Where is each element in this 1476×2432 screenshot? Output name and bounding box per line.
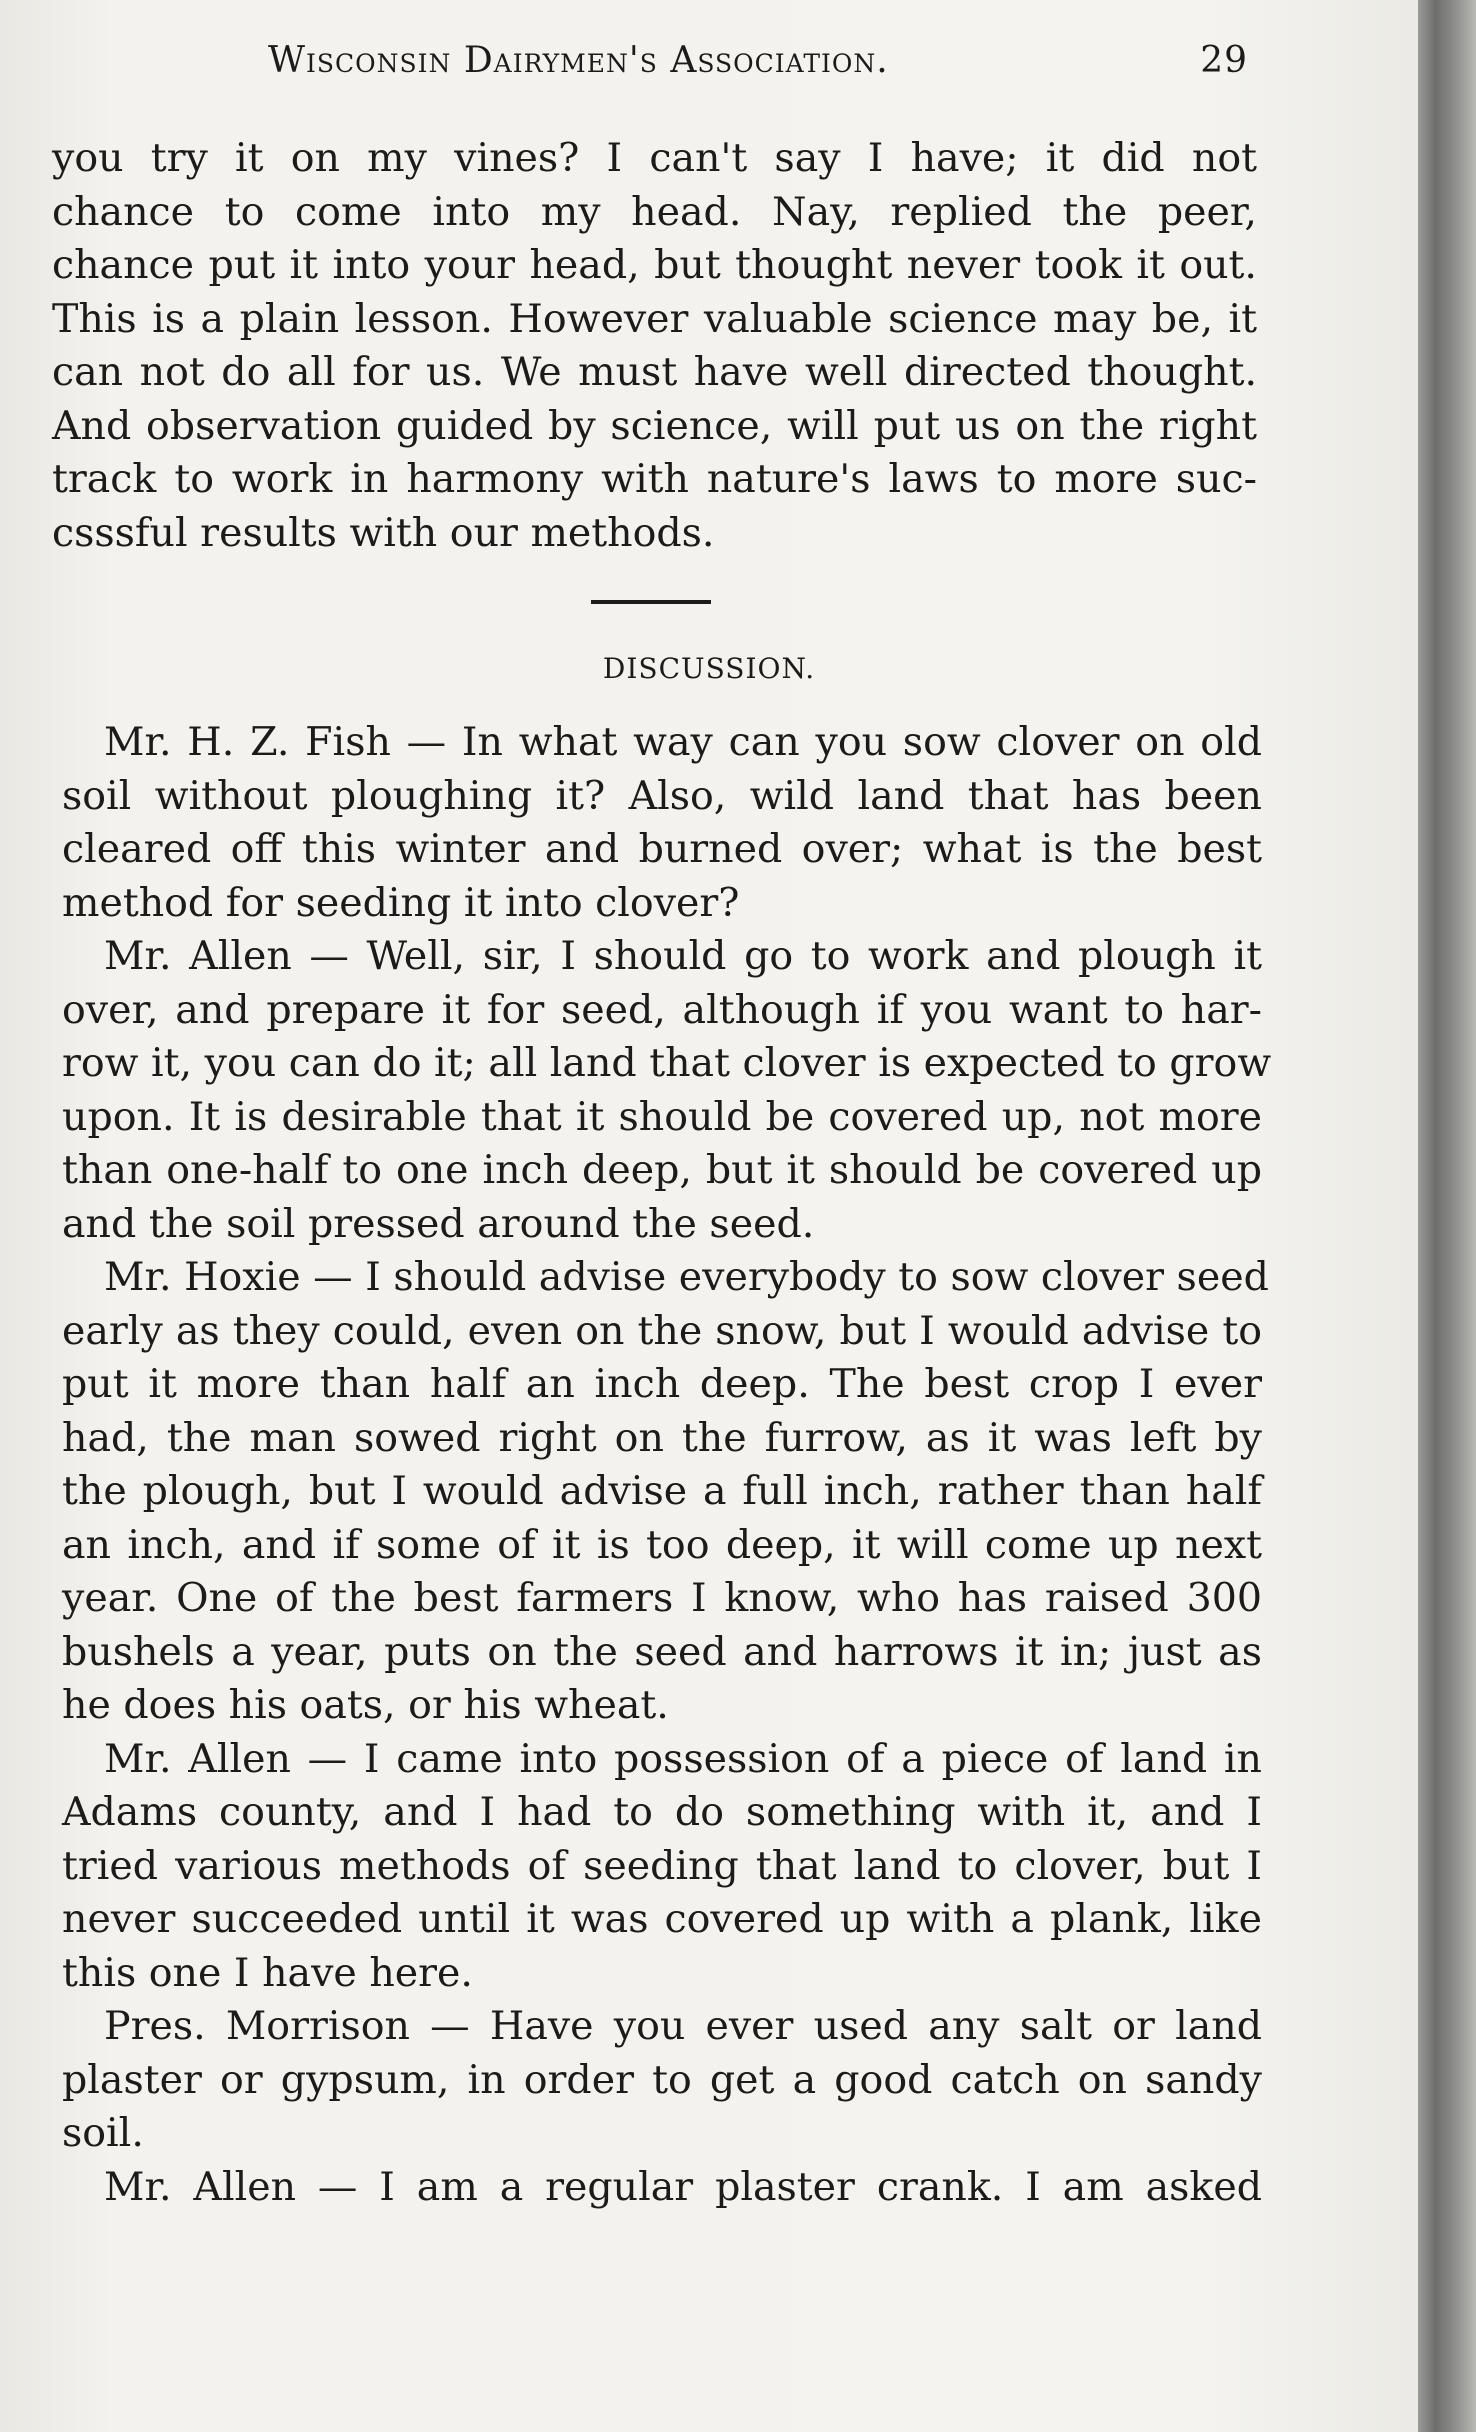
text-line: put it more than half an inch deep. The best crop I ever — [62, 1361, 1262, 1407]
text-line: than one-half to one inch deep, but it should be covered up — [62, 1147, 1262, 1193]
discussion-section — [62, 716, 1272, 2214]
text-line: over, and prepare it for seed, although if you want to har- — [62, 986, 1262, 1033]
text-line: Pres. Morrison — Have you ever used any salt or land — [104, 2003, 1262, 2049]
intro-paragraph — [52, 132, 1257, 560]
text-line: had, the man sowed right on the furrow, as it was left by — [62, 1414, 1262, 1461]
text-line: Mr. Hoxie — I should advise everybody to sow clover seed — [104, 1254, 1269, 1300]
text-line: And observation guided by science, will put us on the right — [52, 402, 1257, 449]
text-line: Mr. Allen — I came into possession of a piece of land in — [104, 1735, 1262, 1782]
text-line: chance to come into my head. Nay, replied the peer, — [52, 188, 1257, 235]
book-spine-edge — [1418, 0, 1476, 2432]
running-title: Wisconsin Dairymen's Association. — [268, 40, 889, 81]
text-line: this one I have here. — [62, 1949, 473, 1996]
page-number: 29 — [1200, 40, 1248, 81]
text-line: the plough, but I would advise a full inch, rather than half — [62, 1468, 1262, 1514]
text-line: plaster or gypsum, in order to get a good catch on sandy — [62, 2056, 1262, 2103]
discussion-paragraph — [62, 2161, 1262, 2215]
text-line: track to work in harmony with nature's laws to more suc- — [52, 456, 1257, 502]
discussion-paragraph — [62, 716, 1262, 930]
running-header — [268, 40, 1248, 90]
text-line: Mr. H. Z. Fish — In what way can you sow clover on old — [104, 719, 1262, 765]
text-line: This is a plain lesson. However valuable science may be, it — [52, 295, 1257, 342]
section-divider — [591, 600, 711, 604]
paragraph — [52, 132, 1257, 560]
text-line: soil. — [62, 2110, 144, 2156]
text-line: chance put it into your head, but thought never took it out. — [52, 242, 1257, 288]
text-line: and the soil pressed around the seed. — [62, 1200, 815, 1247]
text-line: you try it on my vines? I can't say I have; it did not — [52, 135, 1257, 181]
text-line: can not do all for us. We must have well directed thought. — [52, 349, 1257, 395]
discussion-paragraph — [62, 2000, 1262, 2161]
text-line: method for seeding it into clover? — [62, 879, 740, 926]
text-line: cleared off this winter and burned over; what is the best — [62, 826, 1262, 872]
text-line: Adams county, and I had to do something with it, and I — [62, 1789, 1262, 1835]
text-line: Mr. Allen — I am a regular plaster crank. I am asked — [104, 2163, 1262, 2210]
text-line: never succeeded until it was covered up with a plank, like — [62, 1896, 1262, 1942]
text-line: upon. It is desirable that it should be covered up, not more — [62, 1093, 1262, 1140]
text-line: row it, you can do it; all land that clover is expected to grow — [62, 1040, 1272, 1086]
text-line: tried various methods of seeding that land to clover, but I — [62, 1842, 1262, 1889]
text-line: an inch, and if some of it is too deep, it will come up next — [62, 1521, 1262, 1568]
text-line: he does his oats, or his wheat. — [62, 1682, 669, 1728]
discussion-paragraph — [62, 1251, 1269, 1733]
text-line: Mr. Allen — Well, sir, I should go to work and plough it — [104, 933, 1262, 979]
section-heading: DISCUSSION. — [602, 652, 816, 685]
discussion-paragraph — [62, 930, 1272, 1251]
text-line: early as they could, even on the snow, but I would advise to — [62, 1307, 1262, 1354]
text-line: soil without ploughing it? Also, wild land that has been — [62, 772, 1262, 819]
text-line: year. One of the best farmers I know, who has raised 300 — [62, 1575, 1262, 1621]
text-line: bushels a year, puts on the seed and harrows it in; just as — [62, 1628, 1262, 1675]
discussion-paragraph — [62, 1733, 1262, 2001]
text-line: csssful results with our methods. — [52, 509, 715, 556]
